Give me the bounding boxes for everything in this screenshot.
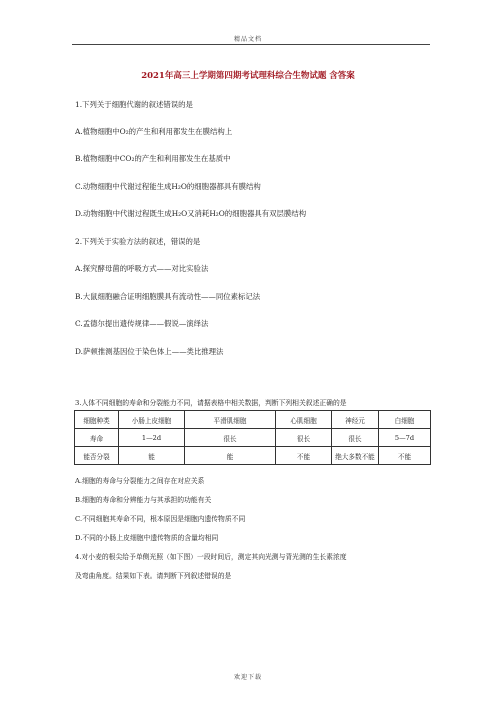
table-row [75,447,431,465]
document-title: 2021年高三上学期第四期考试理科综合生物试题 含答案 [141,71,355,81]
q1-option-c: C.动物细胞中代谢过程能生成H₂O的细胞器都具有膜结构 [75,182,261,191]
table-cell: 能否分裂 [75,447,119,465]
table-row [75,429,431,447]
table-cell: 白细胞 [379,411,431,429]
q4-stem-line1: 4.对小麦的根尖给予单侧光照（如下图）一段时间后，测定其向光测与背光测的生长素浓度 [75,553,347,561]
header-divider [72,44,430,45]
cell-lifespan-table [74,410,431,465]
table-cell: 不能 [379,447,431,465]
q2-option-c: C.孟德尔提出遗传规律——假说—演绎法 [75,319,209,328]
table-cell: 寿命 [75,429,119,447]
table-cell: 很长 [185,429,276,447]
table-cell: 心肌细胞 [276,411,332,429]
table-row [75,411,431,429]
table-cell: 5—7d [379,429,431,447]
table-cell: 不能 [276,447,332,465]
q2-option-d: D.萨顿推测基因位于染色体上——类比推理法 [75,347,224,356]
q3-option-a: A.细胞的寿命与分裂能力之间存在对应关系 [75,477,205,485]
q1-option-b: B.植物细胞中CO₂的产生和利用都发生在基质中 [75,154,231,163]
q2-stem: 2.下列关于实验方法的叙述，错误的是 [75,237,201,246]
table-cell: 很长 [276,429,332,447]
q1-stem: 1.下列关于细胞代谢的叙述错误的是 [75,100,193,109]
q1-option-a: A.植物细胞中O₂的产生和利用都发生在膜结构上 [75,127,233,136]
q2-option-b: B.大鼠细胞融合证明细胞膜具有流动性——同位素标记法 [75,292,261,301]
q3-option-d: D.不同的小肠上皮细胞中遗传物质的含量均相同 [75,534,219,542]
q2-option-a: A.探究酵母菌的呼吸方式——对比实验法 [75,264,209,273]
table-cell: 能 [119,447,185,465]
table-cell: 很长 [332,429,379,447]
table-cell: 绝大多数不能 [332,447,379,465]
table-cell: 神经元 [332,411,379,429]
table-cell: 平滑肌细胞 [185,411,276,429]
table-cell: 1—2d [119,429,185,447]
q3-stem: 3.人体不同细胞的寿命和分裂能力不同，请据表格中相关数据，判断下列相关叙述正确的是 [75,399,347,407]
page-header: 精品文档 [233,36,262,43]
q3-option-c: C.不同细胞其寿命不同，根本原因是细胞内遗传物质不同 [75,515,246,523]
q3-option-b: B.细胞的寿命和分辨能力与其承担的功能有关 [75,496,212,504]
table-cell: 小肠上皮细胞 [119,411,185,429]
q1-option-d: D.动物细胞中代谢过程既生成H₂O又消耗H₂O的细胞器具有双层膜结构 [75,209,307,218]
table-cell: 细胞种类 [75,411,119,429]
q4-stem-line2: 及弯曲角度。结果如下表。请判断下列叙述错误的是 [75,572,232,580]
table-cell: 能 [185,447,276,465]
page-footer: 欢迎下载 [233,674,262,681]
